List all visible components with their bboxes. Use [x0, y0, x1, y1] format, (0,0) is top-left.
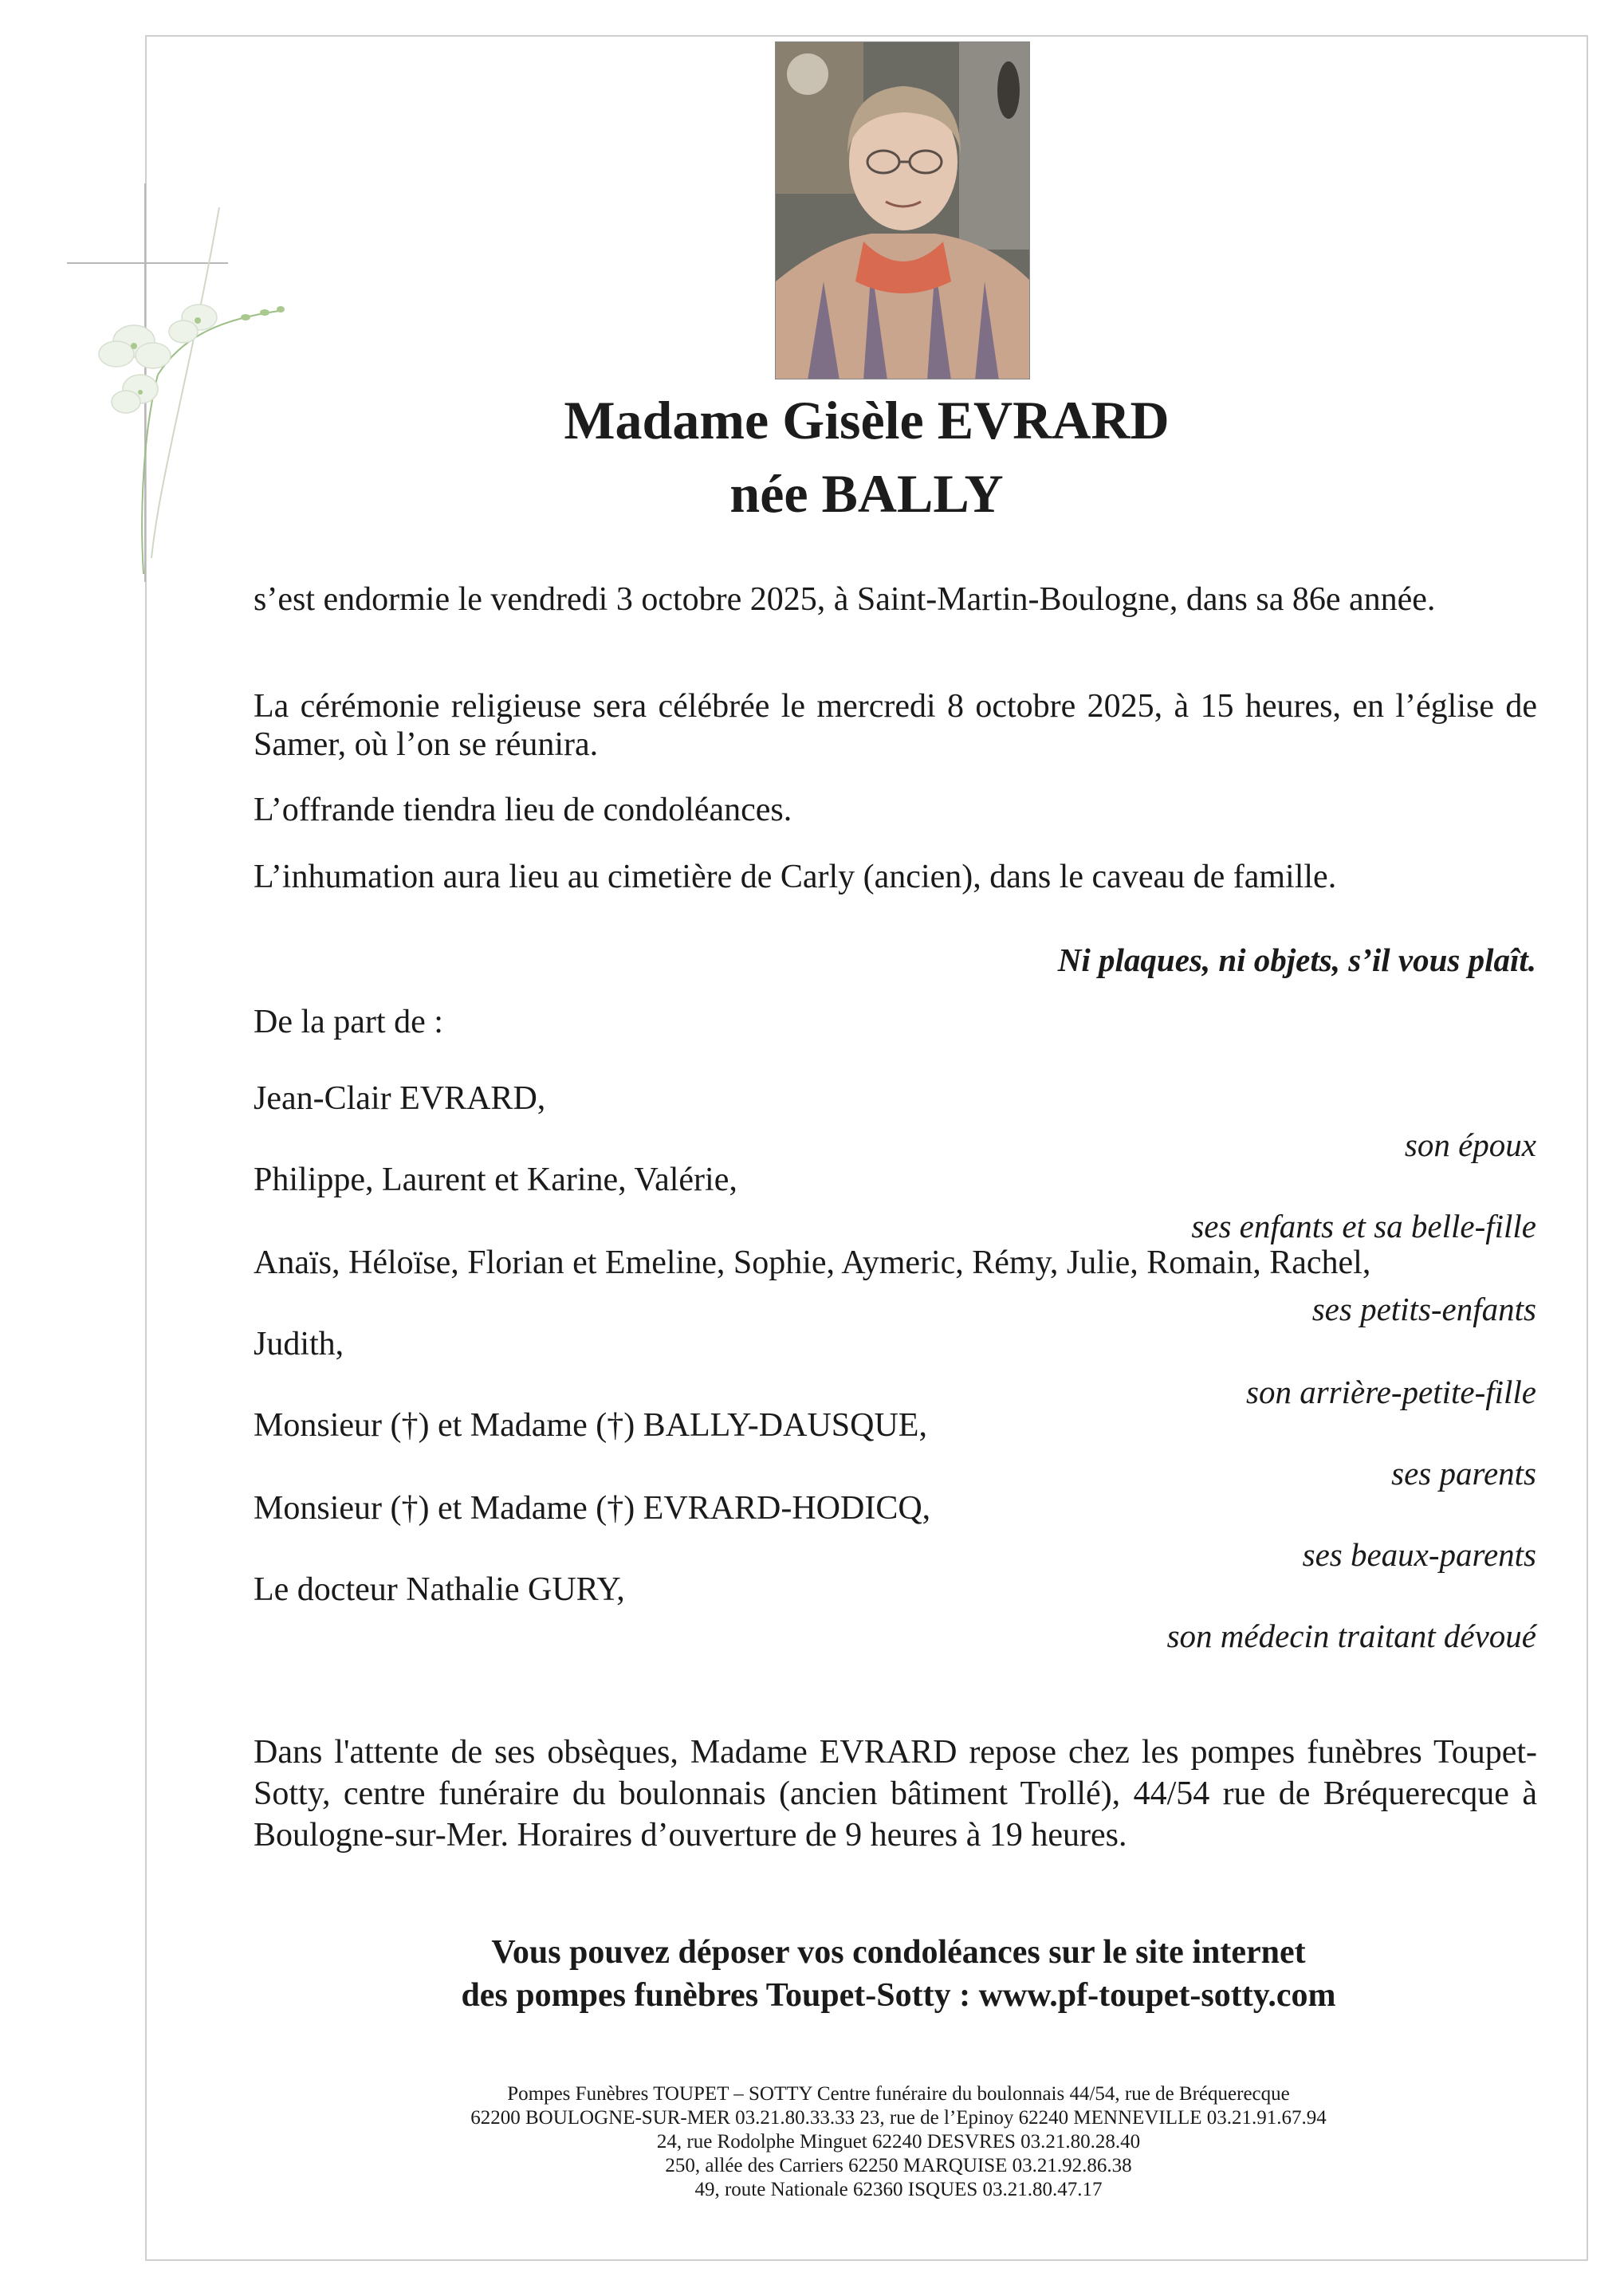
family-relation: son arrière-petite-fille — [1246, 1374, 1536, 1410]
footer-line-2: 62200 BOULOGNE-SUR-MER 03.21.80.33.33 23, rue de l’Epinoy 62240 MENNEVILLE 03.21.91.67.94 — [470, 2107, 1327, 2129]
footer-line-1: Pompes Funèbres TOUPET – SOTTY Centre funéraire du boulonnais 44/54, rue de Bréquerecque — [507, 2083, 1290, 2105]
burial-statement: L’inhumation aura lieu au cimetière de Carly (ancien), dans le caveau de famille. — [254, 859, 1337, 895]
footer-line-3: 24, rue Rodolphe Minguet 62240 DESVRES 03.21.80.28.40 — [656, 2131, 1141, 2152]
family-relation: ses petits-enfants — [1311, 1291, 1536, 1327]
maiden-name: née BALLY — [729, 463, 1004, 524]
footer-line-4: 250, allée des Carriers 62250 MARQUISE 03.21.92.86.38 — [665, 2155, 1132, 2176]
condolences-line-1: Vous pouvez déposer vos condoléances sur le site internet — [491, 1934, 1306, 1971]
family-relation: ses beaux-parents — [1302, 1536, 1536, 1573]
death-statement: s’est endormie le vendredi 3 octobre 2025, à Saint-Martin-Boulogne, dans sa 86e année. — [254, 581, 1436, 618]
offering-statement: L’offrande tiendra lieu de condoléances. — [254, 792, 792, 828]
no-plaques-notice: Ni plaques, ni objets, s’il vous plaît. — [1057, 942, 1536, 978]
portrait-photo — [775, 41, 1030, 379]
deceased-name: Madame Gisèle EVRARD — [564, 390, 1170, 450]
footer-line-5: 49, route Nationale 62360 ISQUES 03.21.80.47.17 — [694, 2179, 1103, 2200]
family-names: Philippe, Laurent et Karine, Valérie, — [254, 1162, 737, 1198]
family-relation: ses enfants et sa belle-fille — [1191, 1208, 1536, 1244]
family-names: Monsieur (†) et Madame (†) EVRARD-HODICQ, — [254, 1490, 931, 1527]
family-names: Judith, — [254, 1326, 344, 1362]
family-names: Le docteur Nathalie GURY, — [254, 1571, 625, 1608]
family-relation: son époux — [1404, 1126, 1536, 1163]
family-relation: ses parents — [1391, 1455, 1536, 1492]
family-names: Jean-Clair EVRARD, — [254, 1080, 546, 1117]
ceremony-statement: La cérémonie religieuse sera célébrée le mercredi 8 octobre 2025, à 15 heures, en l’église de Samer, où l’on se réunira. — [254, 688, 1537, 763]
family-names: Monsieur (†) et Madame (†) BALLY-DAUSQUE, — [254, 1407, 927, 1444]
repose-paragraph: Dans l'attente de ses obsèques, Madame EVRARD repose chez les pompes funèbres Toupet-Sotty, centre funéraire du boulonnais (ancien bâtiment Trollé), 44/54 rue de Bréquerecque à Boulogne-sur-Mer. Horaires d’ouverture de 9 heures à 19 heures. — [254, 1734, 1537, 1854]
condolences-line-2: des pompes funèbres Toupet-Sotty : www.pf-toupet-sotty.com — [461, 1977, 1336, 2014]
family-relation: son médecin traitant dévoué — [1166, 1618, 1536, 1654]
family-names: Anaïs, Héloïse, Florian et Emeline, Sophie, Aymeric, Rémy, Julie, Romain, Rachel, — [254, 1244, 1371, 1281]
family-intro: De la part de : — [254, 1004, 443, 1040]
cross-orchid-icon — [64, 175, 303, 590]
